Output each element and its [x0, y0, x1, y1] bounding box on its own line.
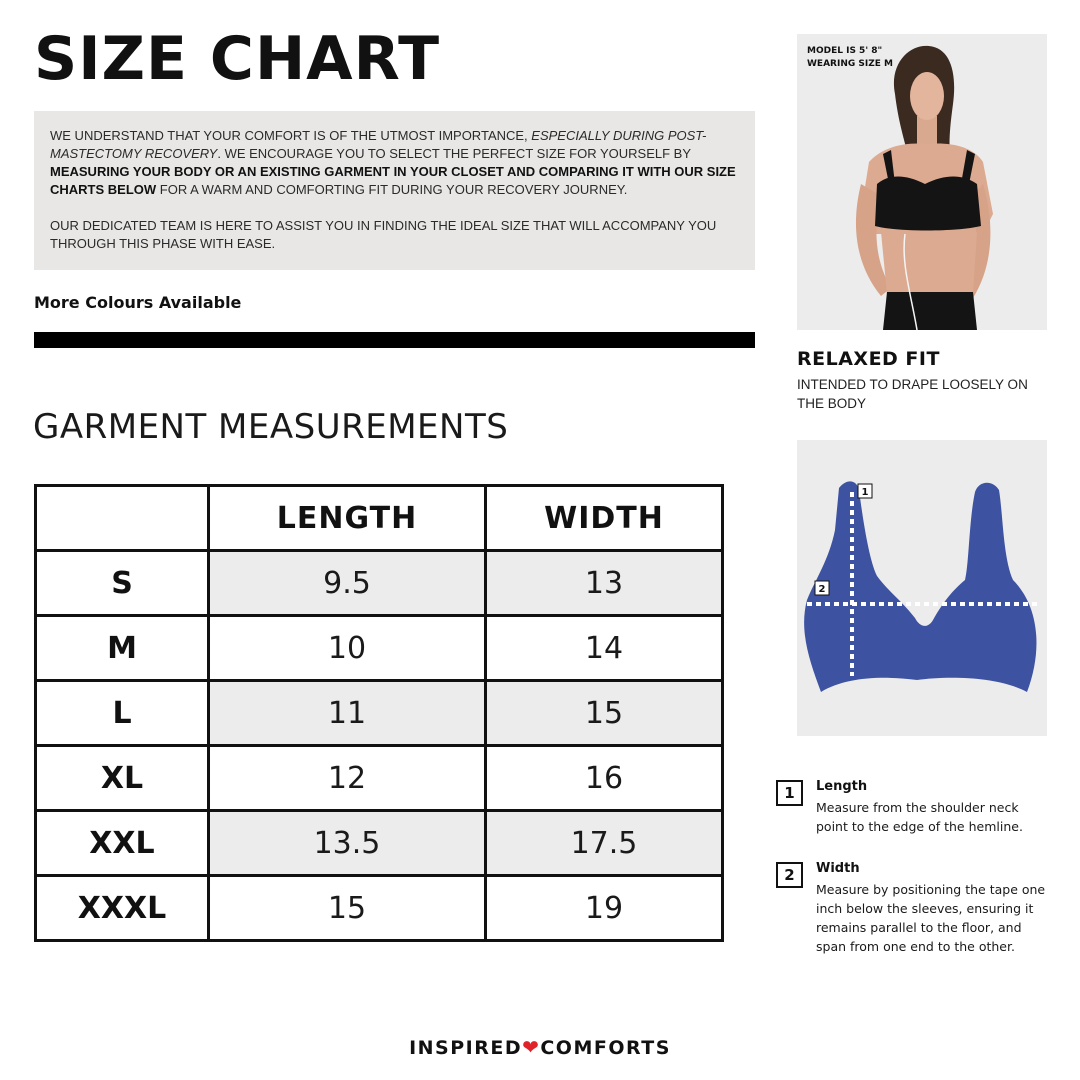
- table-row: [36, 616, 723, 681]
- heart-icon: ❤: [522, 1035, 541, 1059]
- diagram-marker-2: 2: [818, 584, 826, 595]
- table-row: [36, 551, 723, 616]
- length-value: 9.5: [209, 551, 486, 616]
- page-title: SIZE CHART: [34, 24, 441, 94]
- length-value: 15: [209, 876, 486, 941]
- intro-panel: [34, 111, 755, 270]
- legend-number: 2: [776, 862, 803, 888]
- garment-shape: [804, 481, 1036, 692]
- model-size-text: WEARING SIZE M: [807, 59, 893, 69]
- size-label: L: [36, 681, 209, 746]
- header-length: LENGTH: [209, 486, 486, 551]
- intro-paragraph-1: [50, 127, 739, 199]
- size-table: [34, 484, 724, 942]
- table-row: [36, 811, 723, 876]
- brand-logo: [0, 1035, 1080, 1059]
- intro-text: WE UNDERSTAND THAT YOUR COMFORT IS OF THE UTMOST IMPORTANCE,: [50, 128, 532, 143]
- size-label: M: [36, 616, 209, 681]
- measurement-diagram: [797, 440, 1047, 736]
- more-colours-label: More Colours Available: [34, 293, 242, 312]
- section-heading: GARMENT MEASUREMENTS: [33, 407, 509, 447]
- garment-diagram-svg: [797, 440, 1047, 736]
- model-figure-image: [797, 34, 1047, 330]
- size-label: XXL: [36, 811, 209, 876]
- intro-strong: MEASURING YOUR BODY OR AN EXISTING GARMENT IN YOUR CLOSET AND COMPARING IT WITH OUR SIZE CHARTS BELOW: [50, 164, 736, 197]
- diagram-marker-1: 1: [861, 487, 869, 498]
- length-value: 11: [209, 681, 486, 746]
- header-width: WIDTH: [486, 486, 723, 551]
- length-value: 12: [209, 746, 486, 811]
- legend-description: Measure by positioning the tape one inch below the sleeves, ensuring it remains parallel to the floor, and span from one end to the other.: [816, 882, 1046, 954]
- table-row: [36, 681, 723, 746]
- width-value: 17.5: [486, 811, 723, 876]
- width-value: 13: [486, 551, 723, 616]
- legend-title: Length: [816, 779, 868, 794]
- length-value: 10: [209, 616, 486, 681]
- size-label: XL: [36, 746, 209, 811]
- brand-text-right: COMFORTS: [540, 1037, 671, 1059]
- intro-emphasis: ESPECIALLY DURING POST-MASTECTOMY RECOVERY: [50, 128, 707, 161]
- table-row: [36, 876, 723, 941]
- header-blank: [36, 486, 209, 551]
- table-header-row: [36, 486, 723, 551]
- size-label: S: [36, 551, 209, 616]
- table-row: [36, 746, 723, 811]
- width-value: 15: [486, 681, 723, 746]
- model-height-text: MODEL IS 5' 8": [807, 46, 883, 56]
- width-value: 19: [486, 876, 723, 941]
- colour-swatch-black[interactable]: [34, 332, 755, 348]
- intro-text: FOR A WARM AND COMFORTING FIT DURING YOUR RECOVERY JOURNEY.: [156, 182, 628, 197]
- model-photo: [797, 34, 1047, 330]
- size-label: XXXL: [36, 876, 209, 941]
- legend-title: Width: [816, 861, 860, 876]
- width-value: 16: [486, 746, 723, 811]
- fit-description: INTENDED TO DRAPE LOOSELY ON THE BODY: [797, 377, 1028, 411]
- length-value: 13.5: [209, 811, 486, 876]
- width-value: 14: [486, 616, 723, 681]
- fit-title: RELAXED FIT: [797, 348, 940, 370]
- intro-paragraph-2: OUR DEDICATED TEAM IS HERE TO ASSIST YOU IN FINDING THE IDEAL SIZE THAT WILL ACCOMPANY YOU THROUGH THIS PHASE WITH EASE.: [50, 218, 717, 251]
- intro-text: . WE ENCOURAGE YOU TO SELECT THE PERFECT SIZE FOR YOURSELF BY: [217, 146, 691, 161]
- brand-text-left: INSPIRED: [409, 1037, 523, 1059]
- legend-number: 1: [776, 780, 803, 806]
- legend-description: Measure from the shoulder neck point to the edge of the hemline.: [816, 800, 1023, 834]
